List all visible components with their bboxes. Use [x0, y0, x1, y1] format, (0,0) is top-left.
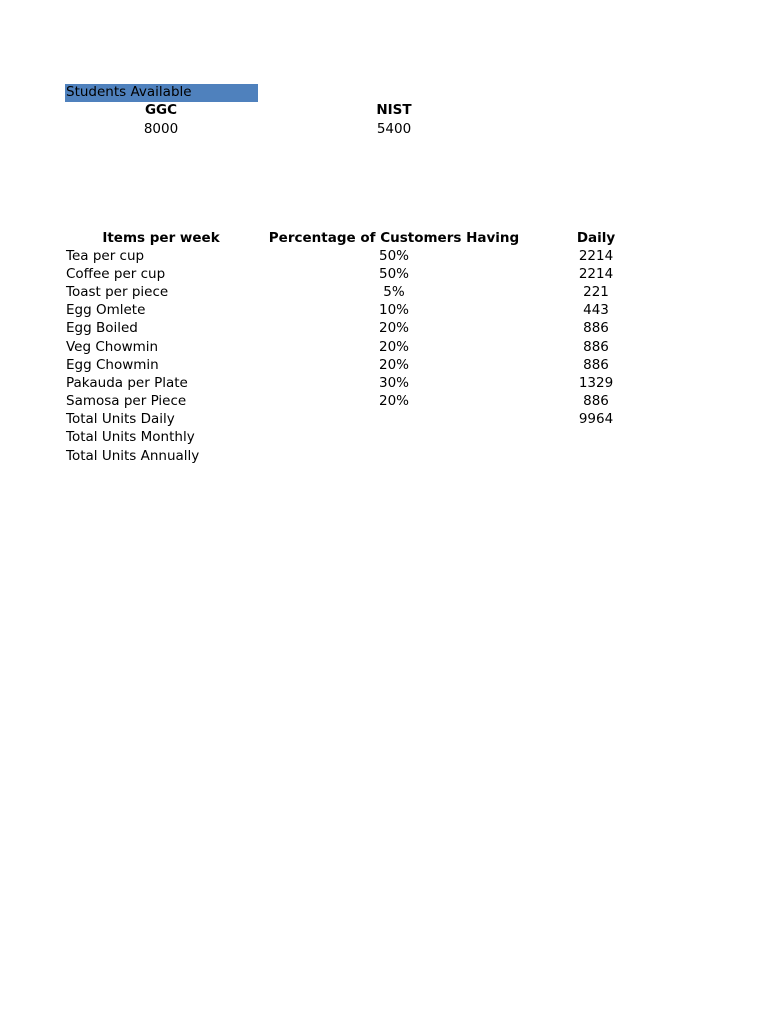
table-row-item: Egg Boiled	[66, 320, 138, 336]
total-units-daily-label: Total Units Daily	[66, 411, 175, 427]
table-row-daily: 886	[583, 320, 609, 336]
table-row-percentage: 50%	[378, 248, 409, 264]
daily-header: Daily	[576, 230, 616, 246]
table-row-item: Egg Omlete	[66, 302, 146, 318]
table-row-daily: 2214	[578, 266, 614, 282]
table-row-item: Samosa per Piece	[66, 393, 187, 409]
table-row-item: Veg Chowmin	[66, 339, 159, 355]
table-row-daily: 443	[583, 302, 609, 318]
nist-value: 5400	[376, 121, 412, 137]
ggc-value: 8000	[143, 121, 179, 137]
table-row-daily: 1329	[578, 375, 614, 391]
table-row-percentage: 5%	[383, 284, 405, 300]
table-row-item: Egg Chowmin	[66, 357, 159, 373]
students-available-title: Students Available	[66, 84, 192, 100]
total-units-annually-label: Total Units Annually	[66, 448, 200, 464]
items-per-week-header: Items per week	[102, 230, 220, 246]
table-row-daily: 221	[583, 284, 609, 300]
table-row-item: Pakauda per Plate	[66, 375, 188, 391]
table-row-item: Toast per piece	[66, 284, 169, 300]
table-row-percentage: 10%	[378, 302, 409, 318]
percentage-header: Percentage of Customers Having	[268, 230, 520, 246]
table-row-daily: 886	[583, 357, 609, 373]
table-row-percentage: 50%	[378, 266, 409, 282]
table-row-percentage: 20%	[378, 339, 409, 355]
table-row-daily: 886	[583, 339, 609, 355]
total-units-monthly-label: Total Units Monthly	[66, 429, 195, 445]
table-row-percentage: 20%	[378, 320, 409, 336]
table-row-percentage: 30%	[378, 375, 409, 391]
total-units-daily-value: 9964	[578, 411, 614, 427]
table-row-item: Coffee per cup	[66, 266, 166, 282]
table-row-percentage: 20%	[378, 357, 409, 373]
table-row-daily: 2214	[578, 248, 614, 264]
table-row-daily: 886	[583, 393, 609, 409]
table-row-percentage: 20%	[378, 393, 409, 409]
nist-header: NIST	[376, 102, 412, 118]
table-row-item: Tea per cup	[66, 248, 145, 264]
ggc-header: GGC	[144, 102, 178, 118]
